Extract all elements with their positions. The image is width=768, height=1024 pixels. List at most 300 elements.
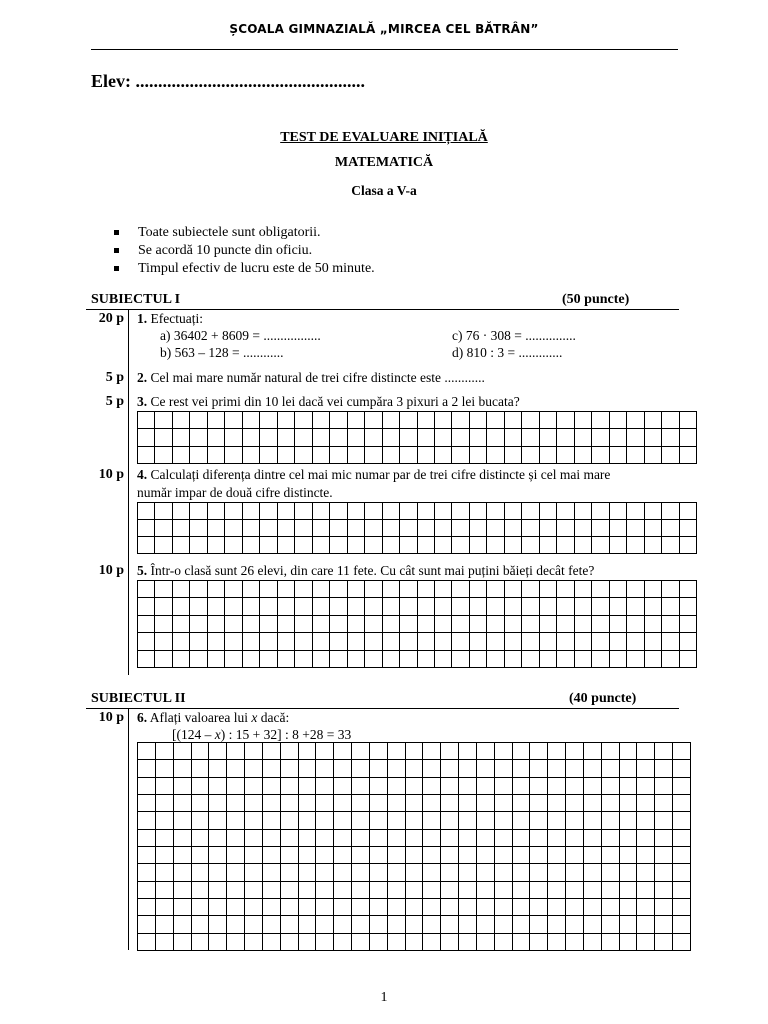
grid-cell[interactable]	[316, 830, 334, 847]
grid-cell[interactable]	[592, 598, 609, 615]
grid-cell[interactable]	[330, 503, 347, 520]
grid-cell[interactable]	[620, 934, 638, 951]
grid-cell[interactable]	[566, 795, 584, 812]
grid-cell[interactable]	[441, 934, 459, 951]
grid-cell[interactable]	[209, 882, 227, 899]
grid-cell[interactable]	[540, 412, 557, 429]
grid-cell[interactable]	[209, 830, 227, 847]
grid-cell[interactable]	[313, 616, 330, 633]
grid-cell[interactable]	[530, 760, 548, 777]
grid-cell[interactable]	[575, 633, 592, 650]
grid-cell[interactable]	[190, 537, 207, 554]
grid-cell[interactable]	[406, 916, 424, 933]
grid-cell[interactable]	[680, 503, 697, 520]
answer-grid-q4[interactable]	[137, 502, 697, 554]
grid-cell[interactable]	[602, 760, 620, 777]
grid-cell[interactable]	[557, 633, 574, 650]
grid-cell[interactable]	[260, 503, 277, 520]
grid-cell[interactable]	[487, 429, 504, 446]
grid-cell[interactable]	[227, 795, 245, 812]
grid-cell[interactable]	[295, 651, 312, 668]
grid-cell[interactable]	[602, 916, 620, 933]
grid-cell[interactable]	[192, 864, 210, 881]
grid-cell[interactable]	[452, 581, 469, 598]
grid-cell[interactable]	[263, 899, 281, 916]
grid-cell[interactable]	[316, 847, 334, 864]
grid-cell[interactable]	[548, 795, 566, 812]
grid-cell[interactable]	[208, 503, 225, 520]
grid-cell[interactable]	[155, 598, 172, 615]
grid-cell[interactable]	[227, 934, 245, 951]
grid-cell[interactable]	[383, 412, 400, 429]
grid-cell[interactable]	[530, 934, 548, 951]
grid-cell[interactable]	[313, 537, 330, 554]
grid-cell[interactable]	[365, 429, 382, 446]
grid-cell[interactable]	[662, 520, 679, 537]
grid-cell[interactable]	[655, 916, 673, 933]
grid-cell[interactable]	[348, 503, 365, 520]
grid-cell[interactable]	[423, 743, 441, 760]
grid-cell[interactable]	[209, 934, 227, 951]
grid-cell[interactable]	[477, 743, 495, 760]
grid-cell[interactable]	[610, 633, 627, 650]
grid-cell[interactable]	[540, 537, 557, 554]
grid-cell[interactable]	[530, 743, 548, 760]
grid-cell[interactable]	[295, 633, 312, 650]
grid-cell[interactable]	[418, 520, 435, 537]
grid-cell[interactable]	[548, 934, 566, 951]
grid-cell[interactable]	[243, 537, 260, 554]
grid-cell[interactable]	[263, 916, 281, 933]
grid-cell[interactable]	[208, 537, 225, 554]
grid-cell[interactable]	[295, 412, 312, 429]
grid-cell[interactable]	[557, 537, 574, 554]
grid-cell[interactable]	[505, 633, 522, 650]
grid-cell[interactable]	[225, 581, 242, 598]
grid-cell[interactable]	[352, 795, 370, 812]
grid-cell[interactable]	[592, 429, 609, 446]
grid-cell[interactable]	[156, 830, 174, 847]
grid-cell[interactable]	[225, 520, 242, 537]
grid-cell[interactable]	[281, 882, 299, 899]
grid-cell[interactable]	[584, 882, 602, 899]
grid-cell[interactable]	[495, 760, 513, 777]
grid-cell[interactable]	[645, 447, 662, 464]
grid-cell[interactable]	[513, 812, 531, 829]
grid-cell[interactable]	[192, 847, 210, 864]
grid-cell[interactable]	[418, 412, 435, 429]
grid-cell[interactable]	[173, 651, 190, 668]
grid-cell[interactable]	[173, 616, 190, 633]
grid-cell[interactable]	[227, 882, 245, 899]
grid-cell[interactable]	[299, 830, 317, 847]
grid-cell[interactable]	[174, 934, 192, 951]
grid-cell[interactable]	[313, 429, 330, 446]
grid-cell[interactable]	[330, 520, 347, 537]
grid-cell[interactable]	[557, 447, 574, 464]
answer-grid-q3[interactable]	[137, 411, 697, 464]
grid-cell[interactable]	[225, 537, 242, 554]
grid-cell[interactable]	[406, 778, 424, 795]
grid-cell[interactable]	[662, 412, 679, 429]
grid-cell[interactable]	[260, 598, 277, 615]
grid-cell[interactable]	[225, 633, 242, 650]
grid-cell[interactable]	[470, 412, 487, 429]
grid-cell[interactable]	[441, 882, 459, 899]
grid-cell[interactable]	[530, 882, 548, 899]
grid-cell[interactable]	[388, 847, 406, 864]
grid-cell[interactable]	[299, 778, 317, 795]
grid-cell[interactable]	[435, 651, 452, 668]
grid-cell[interactable]	[406, 760, 424, 777]
grid-cell[interactable]	[584, 743, 602, 760]
grid-cell[interactable]	[295, 537, 312, 554]
grid-cell[interactable]	[138, 503, 155, 520]
grid-cell[interactable]	[173, 598, 190, 615]
grid-cell[interactable]	[610, 651, 627, 668]
grid-cell[interactable]	[662, 581, 679, 598]
grid-cell[interactable]	[192, 812, 210, 829]
grid-cell[interactable]	[278, 503, 295, 520]
grid-cell[interactable]	[459, 743, 477, 760]
grid-cell[interactable]	[627, 633, 644, 650]
grid-cell[interactable]	[602, 882, 620, 899]
grid-cell[interactable]	[243, 633, 260, 650]
grid-cell[interactable]	[548, 916, 566, 933]
grid-cell[interactable]	[316, 743, 334, 760]
grid-cell[interactable]	[602, 830, 620, 847]
grid-cell[interactable]	[548, 847, 566, 864]
grid-cell[interactable]	[637, 795, 655, 812]
grid-cell[interactable]	[330, 447, 347, 464]
grid-cell[interactable]	[400, 581, 417, 598]
grid-cell[interactable]	[548, 760, 566, 777]
grid-cell[interactable]	[348, 537, 365, 554]
grid-cell[interactable]	[610, 598, 627, 615]
grid-cell[interactable]	[209, 760, 227, 777]
grid-cell[interactable]	[620, 760, 638, 777]
grid-cell[interactable]	[383, 429, 400, 446]
grid-cell[interactable]	[370, 778, 388, 795]
grid-cell[interactable]	[418, 537, 435, 554]
grid-cell[interactable]	[334, 934, 352, 951]
grid-cell[interactable]	[477, 847, 495, 864]
grid-cell[interactable]	[548, 830, 566, 847]
grid-cell[interactable]	[174, 795, 192, 812]
grid-cell[interactable]	[245, 778, 263, 795]
grid-cell[interactable]	[348, 429, 365, 446]
grid-cell[interactable]	[365, 616, 382, 633]
grid-cell[interactable]	[655, 882, 673, 899]
grid-cell[interactable]	[637, 778, 655, 795]
grid-cell[interactable]	[156, 743, 174, 760]
grid-cell[interactable]	[370, 899, 388, 916]
grid-cell[interactable]	[208, 616, 225, 633]
grid-cell[interactable]	[505, 616, 522, 633]
grid-cell[interactable]	[138, 882, 156, 899]
grid-cell[interactable]	[281, 795, 299, 812]
grid-cell[interactable]	[441, 916, 459, 933]
grid-cell[interactable]	[477, 760, 495, 777]
grid-cell[interactable]	[316, 899, 334, 916]
grid-cell[interactable]	[406, 847, 424, 864]
grid-cell[interactable]	[243, 429, 260, 446]
grid-cell[interactable]	[173, 537, 190, 554]
grid-cell[interactable]	[330, 633, 347, 650]
grid-cell[interactable]	[470, 537, 487, 554]
grid-cell[interactable]	[243, 447, 260, 464]
grid-cell[interactable]	[575, 537, 592, 554]
grid-cell[interactable]	[383, 503, 400, 520]
grid-cell[interactable]	[348, 633, 365, 650]
grid-cell[interactable]	[662, 633, 679, 650]
grid-cell[interactable]	[530, 916, 548, 933]
grid-cell[interactable]	[388, 864, 406, 881]
grid-cell[interactable]	[513, 743, 531, 760]
grid-cell[interactable]	[452, 616, 469, 633]
grid-cell[interactable]	[208, 447, 225, 464]
grid-cell[interactable]	[423, 882, 441, 899]
grid-cell[interactable]	[370, 916, 388, 933]
grid-cell[interactable]	[370, 882, 388, 899]
grid-cell[interactable]	[557, 503, 574, 520]
grid-cell[interactable]	[173, 503, 190, 520]
grid-cell[interactable]	[334, 847, 352, 864]
grid-cell[interactable]	[174, 916, 192, 933]
grid-cell[interactable]	[299, 743, 317, 760]
grid-cell[interactable]	[487, 520, 504, 537]
grid-cell[interactable]	[174, 847, 192, 864]
grid-cell[interactable]	[435, 633, 452, 650]
grid-cell[interactable]	[530, 830, 548, 847]
grid-cell[interactable]	[477, 812, 495, 829]
grid-cell[interactable]	[281, 934, 299, 951]
grid-cell[interactable]	[400, 537, 417, 554]
grid-cell[interactable]	[557, 520, 574, 537]
grid-cell[interactable]	[584, 760, 602, 777]
grid-cell[interactable]	[627, 447, 644, 464]
grid-cell[interactable]	[673, 795, 691, 812]
grid-cell[interactable]	[281, 743, 299, 760]
grid-cell[interactable]	[209, 899, 227, 916]
grid-cell[interactable]	[548, 743, 566, 760]
grid-cell[interactable]	[575, 447, 592, 464]
grid-cell[interactable]	[584, 847, 602, 864]
grid-cell[interactable]	[487, 616, 504, 633]
grid-cell[interactable]	[299, 899, 317, 916]
grid-cell[interactable]	[406, 743, 424, 760]
grid-cell[interactable]	[435, 447, 452, 464]
grid-cell[interactable]	[316, 916, 334, 933]
grid-cell[interactable]	[418, 633, 435, 650]
grid-cell[interactable]	[459, 934, 477, 951]
grid-cell[interactable]	[627, 429, 644, 446]
grid-cell[interactable]	[655, 864, 673, 881]
grid-cell[interactable]	[627, 503, 644, 520]
grid-cell[interactable]	[470, 447, 487, 464]
grid-cell[interactable]	[673, 847, 691, 864]
grid-cell[interactable]	[530, 864, 548, 881]
grid-cell[interactable]	[295, 447, 312, 464]
grid-cell[interactable]	[388, 778, 406, 795]
grid-cell[interactable]	[487, 581, 504, 598]
grid-cell[interactable]	[278, 651, 295, 668]
grid-cell[interactable]	[245, 864, 263, 881]
grid-cell[interactable]	[637, 812, 655, 829]
grid-cell[interactable]	[459, 882, 477, 899]
grid-cell[interactable]	[334, 760, 352, 777]
grid-cell[interactable]	[348, 598, 365, 615]
grid-cell[interactable]	[263, 743, 281, 760]
grid-cell[interactable]	[522, 503, 539, 520]
grid-cell[interactable]	[330, 651, 347, 668]
grid-cell[interactable]	[655, 847, 673, 864]
grid-cell[interactable]	[495, 743, 513, 760]
grid-cell[interactable]	[400, 633, 417, 650]
grid-cell[interactable]	[138, 812, 156, 829]
grid-cell[interactable]	[155, 581, 172, 598]
grid-cell[interactable]	[330, 616, 347, 633]
grid-cell[interactable]	[477, 864, 495, 881]
grid-cell[interactable]	[575, 598, 592, 615]
grid-cell[interactable]	[680, 598, 697, 615]
grid-cell[interactable]	[680, 651, 697, 668]
grid-cell[interactable]	[313, 447, 330, 464]
grid-cell[interactable]	[592, 616, 609, 633]
grid-cell[interactable]	[365, 447, 382, 464]
grid-cell[interactable]	[281, 760, 299, 777]
grid-cell[interactable]	[208, 429, 225, 446]
grid-cell[interactable]	[352, 743, 370, 760]
grid-cell[interactable]	[334, 795, 352, 812]
grid-cell[interactable]	[584, 899, 602, 916]
grid-cell[interactable]	[495, 864, 513, 881]
grid-cell[interactable]	[610, 447, 627, 464]
grid-cell[interactable]	[173, 581, 190, 598]
grid-cell[interactable]	[418, 447, 435, 464]
grid-cell[interactable]	[156, 778, 174, 795]
grid-cell[interactable]	[487, 537, 504, 554]
grid-cell[interactable]	[156, 847, 174, 864]
grid-cell[interactable]	[334, 882, 352, 899]
grid-cell[interactable]	[452, 537, 469, 554]
grid-cell[interactable]	[680, 581, 697, 598]
grid-cell[interactable]	[495, 899, 513, 916]
grid-cell[interactable]	[383, 616, 400, 633]
grid-cell[interactable]	[348, 616, 365, 633]
grid-cell[interactable]	[441, 795, 459, 812]
grid-cell[interactable]	[645, 633, 662, 650]
grid-cell[interactable]	[610, 616, 627, 633]
grid-cell[interactable]	[584, 934, 602, 951]
grid-cell[interactable]	[513, 864, 531, 881]
grid-cell[interactable]	[530, 778, 548, 795]
grid-cell[interactable]	[459, 847, 477, 864]
grid-cell[interactable]	[680, 537, 697, 554]
grid-cell[interactable]	[637, 882, 655, 899]
grid-cell[interactable]	[435, 412, 452, 429]
grid-cell[interactable]	[655, 795, 673, 812]
grid-cell[interactable]	[227, 899, 245, 916]
grid-cell[interactable]	[138, 581, 155, 598]
grid-cell[interactable]	[540, 581, 557, 598]
grid-cell[interactable]	[530, 795, 548, 812]
grid-cell[interactable]	[190, 447, 207, 464]
grid-cell[interactable]	[316, 934, 334, 951]
grid-cell[interactable]	[423, 847, 441, 864]
grid-cell[interactable]	[452, 651, 469, 668]
grid-cell[interactable]	[370, 934, 388, 951]
grid-cell[interactable]	[209, 864, 227, 881]
grid-cell[interactable]	[243, 581, 260, 598]
grid-cell[interactable]	[260, 616, 277, 633]
grid-cell[interactable]	[637, 934, 655, 951]
grid-cell[interactable]	[138, 795, 156, 812]
grid-cell[interactable]	[173, 447, 190, 464]
grid-cell[interactable]	[225, 616, 242, 633]
grid-cell[interactable]	[406, 795, 424, 812]
grid-cell[interactable]	[441, 812, 459, 829]
grid-cell[interactable]	[522, 520, 539, 537]
grid-cell[interactable]	[522, 581, 539, 598]
grid-cell[interactable]	[459, 778, 477, 795]
grid-cell[interactable]	[566, 934, 584, 951]
grid-cell[interactable]	[190, 598, 207, 615]
grid-cell[interactable]	[610, 412, 627, 429]
grid-cell[interactable]	[566, 778, 584, 795]
grid-cell[interactable]	[459, 812, 477, 829]
grid-cell[interactable]	[418, 429, 435, 446]
grid-cell[interactable]	[209, 778, 227, 795]
grid-cell[interactable]	[334, 830, 352, 847]
grid-cell[interactable]	[330, 581, 347, 598]
grid-cell[interactable]	[260, 429, 277, 446]
grid-cell[interactable]	[370, 812, 388, 829]
grid-cell[interactable]	[138, 651, 155, 668]
grid-cell[interactable]	[299, 812, 317, 829]
grid-cell[interactable]	[452, 520, 469, 537]
grid-cell[interactable]	[190, 581, 207, 598]
grid-cell[interactable]	[227, 812, 245, 829]
grid-cell[interactable]	[334, 812, 352, 829]
grid-cell[interactable]	[260, 412, 277, 429]
grid-cell[interactable]	[620, 916, 638, 933]
grid-cell[interactable]	[243, 520, 260, 537]
grid-cell[interactable]	[155, 429, 172, 446]
grid-cell[interactable]	[566, 812, 584, 829]
grid-cell[interactable]	[522, 633, 539, 650]
grid-cell[interactable]	[225, 412, 242, 429]
grid-cell[interactable]	[610, 537, 627, 554]
grid-cell[interactable]	[225, 598, 242, 615]
grid-cell[interactable]	[156, 899, 174, 916]
grid-cell[interactable]	[513, 778, 531, 795]
grid-cell[interactable]	[673, 934, 691, 951]
grid-cell[interactable]	[495, 778, 513, 795]
grid-cell[interactable]	[680, 520, 697, 537]
grid-cell[interactable]	[245, 916, 263, 933]
grid-cell[interactable]	[637, 916, 655, 933]
grid-cell[interactable]	[584, 812, 602, 829]
grid-cell[interactable]	[365, 581, 382, 598]
grid-cell[interactable]	[522, 537, 539, 554]
grid-cell[interactable]	[156, 795, 174, 812]
grid-cell[interactable]	[423, 899, 441, 916]
grid-cell[interactable]	[174, 778, 192, 795]
grid-cell[interactable]	[208, 633, 225, 650]
grid-cell[interactable]	[655, 899, 673, 916]
grid-cell[interactable]	[487, 651, 504, 668]
